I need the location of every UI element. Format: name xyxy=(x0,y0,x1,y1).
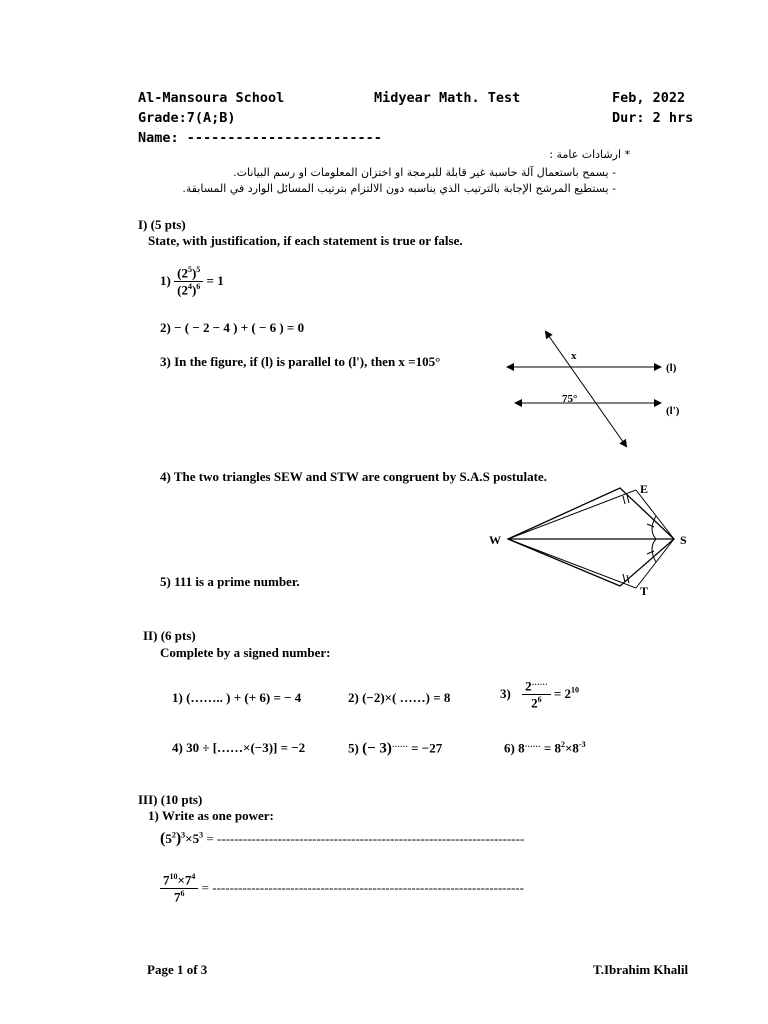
part1-q3: 3) In the figure, if (l) is parallel to (l'), then x =105° xyxy=(160,354,441,369)
label-t: T xyxy=(640,584,649,598)
part3-instruction: 1) Write as one power: xyxy=(148,808,274,823)
part2-q3: 3) $\frac{2^{\dots\dots}}{2^6}$ = $2^{10}$ xyxy=(500,678,580,711)
label-l-prime: (l') xyxy=(666,405,680,417)
grade: Grade:7(A;B) xyxy=(138,110,236,126)
part2-instruction: Complete by a signed number: xyxy=(160,645,331,660)
part1-q5: 5) 111 is a prime number. xyxy=(160,574,300,589)
part2-q1: 1) (…….. ) + (+ 6) = − 4 xyxy=(172,690,302,705)
part2-q2: 2) (−2)×( ……) = 8 xyxy=(348,690,451,705)
part2-title: II) (6 pts) xyxy=(143,628,196,643)
part2-q5: 5) (− 3)…… = −27 xyxy=(348,740,443,757)
instruction-line-2: - يستطيع المرشح الإجابة بالترتيب الذي يناسبه دون الالتزام بترتيب المسائل الوارد في المسابقة. xyxy=(182,182,616,195)
label-s: S xyxy=(680,533,687,547)
page-number: Page 1 of 3 xyxy=(147,962,208,977)
q1-fraction: $\frac{(2^5)^5}{(2^4)^6}$ xyxy=(174,265,203,299)
transversal xyxy=(546,332,626,446)
label-e: E xyxy=(640,482,649,496)
part3-expr2: $\frac{7^{10}\times 7^4}{7^6}$ = ------------------------------------------------------------------------ xyxy=(160,872,524,906)
student-name-field: Name: ------------------------ xyxy=(138,130,382,146)
instruction-line-1: - يسمح باستعمال آلة حاسبة غير قابلة للبرمجة او اختزان المعلومات او رسم البيانات. xyxy=(233,166,616,179)
instructions-title: * ارشادات عامة : xyxy=(549,148,630,161)
q4-figure xyxy=(484,480,694,600)
label-w: W xyxy=(489,533,501,547)
test-date: Feb, 2022 xyxy=(612,90,686,106)
answer-line-2: = ------------------------------------------------------------------------ xyxy=(201,879,524,895)
label-x: x xyxy=(571,350,577,362)
part1-instruction: State, with justification, if each statement is true or false. xyxy=(148,233,463,248)
part1-q4: 4) The two triangles SEW and STW are congruent by S.A.S postulate. xyxy=(160,469,547,484)
answer-line-1: = ----------------------------------------------------------------------- xyxy=(206,831,525,846)
label-l: (l) xyxy=(666,362,677,374)
author: T.Ibrahim Khalil xyxy=(593,962,689,977)
part2-q4: 4) 30 ÷ [……×(−3)] = −2 xyxy=(172,740,306,755)
part3-title: III) (10 pts) xyxy=(138,792,203,807)
part3-expr1: $(5^2)^3\times 5^3$ = ----------------------------------------------------------------------- xyxy=(160,830,525,847)
duration: Dur: 2 hrs xyxy=(612,110,694,126)
part1-q1 xyxy=(160,265,224,299)
q3-figure xyxy=(500,330,700,460)
part1-title: I) (5 pts) xyxy=(138,217,186,232)
label-angle: 75° xyxy=(562,393,578,405)
q1-label: 1) xyxy=(160,272,171,288)
part1-q2: 2) − ( − 2 − 4 ) + ( − 6 ) = 0 xyxy=(160,320,305,335)
school-name: Al-Mansoura School xyxy=(138,90,285,106)
test-title: Midyear Math. Test xyxy=(374,90,521,106)
part2-q6: 6) $8^{\dots\dots} = 8^2\times 8^{-3}$ xyxy=(504,740,586,756)
q1-rhs: = 1 xyxy=(206,272,224,288)
